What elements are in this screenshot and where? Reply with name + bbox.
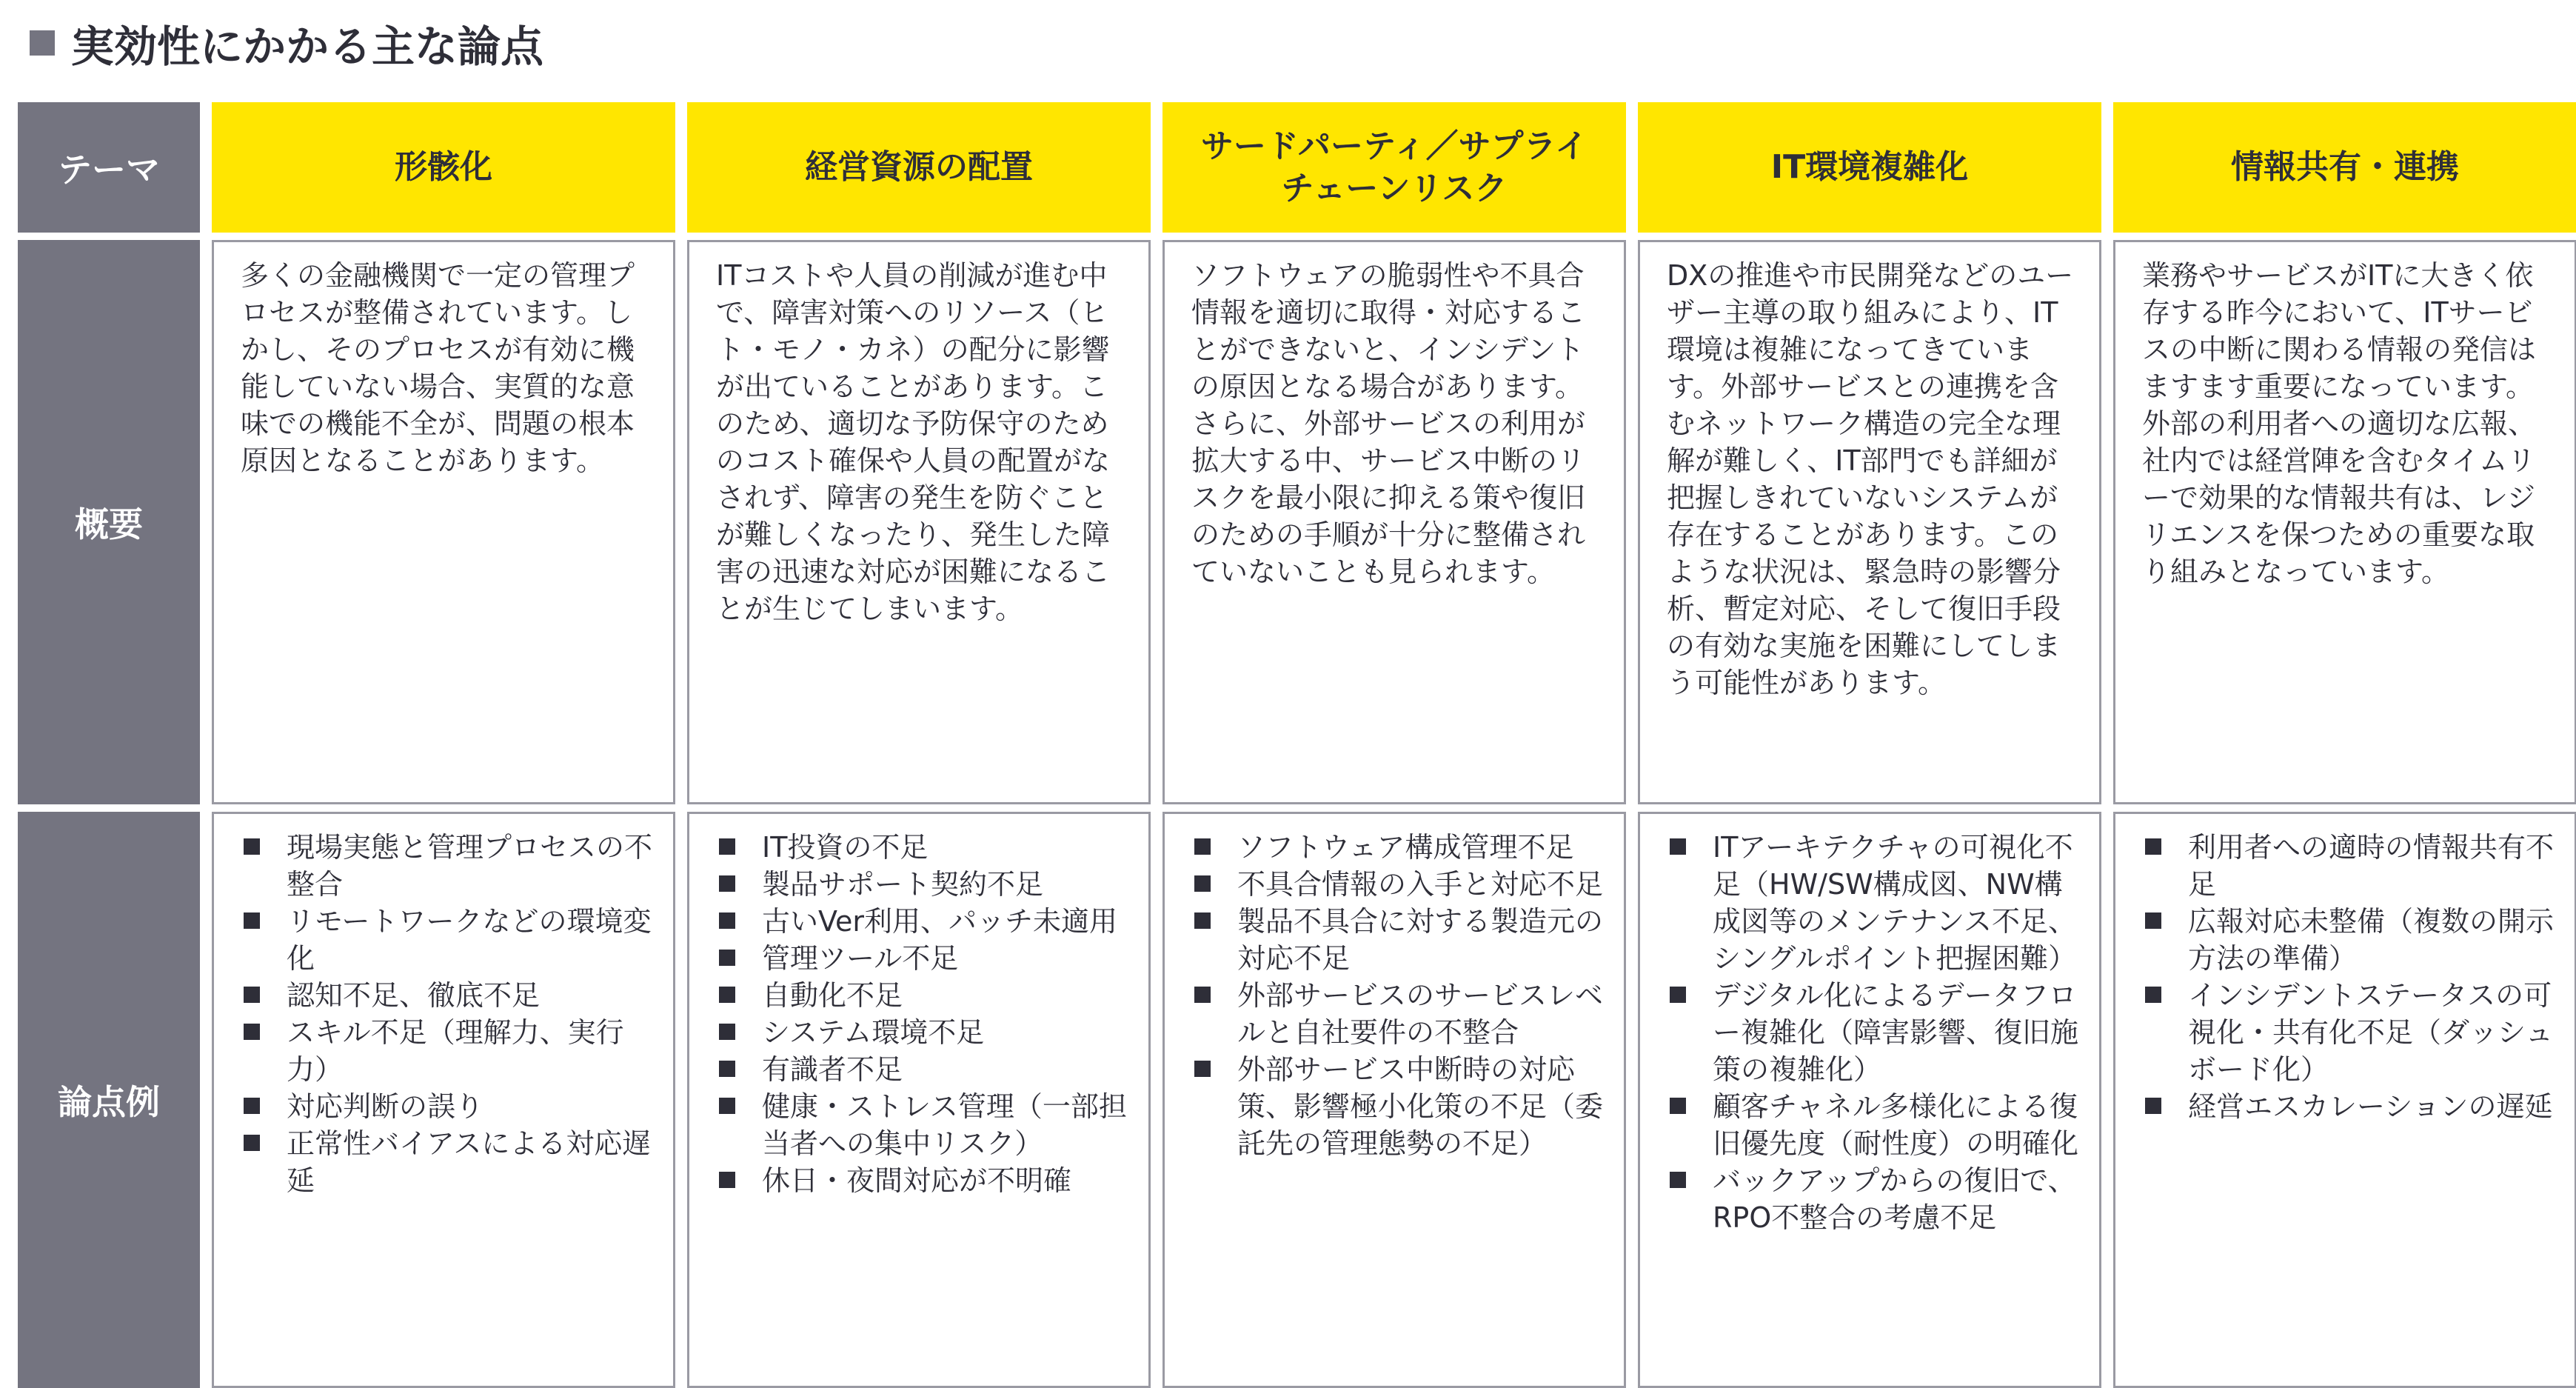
column-header-it-complexity: IT環境複雑化 bbox=[1638, 102, 2101, 233]
list-item: IT投資の不足 bbox=[716, 829, 1132, 866]
summary-cell-third-party-risk bbox=[1162, 240, 1626, 804]
list-item: 健康・ストレス管理（一部担当者への集中リスク） bbox=[716, 1088, 1132, 1162]
row-header-issues: 論点例 bbox=[18, 812, 200, 1388]
issues-cell-resource-allocation bbox=[687, 812, 1151, 1388]
summary-text: ITコストや人員の削減が進む中で、障害対策へのリソース（ヒト・モノ・カネ）の配分に影響が出ていることがあります。このため、適切な予防保守のためのコスト確保や人員の配置がなされず、障害の発生を防ぐことが難しくなったり、発生した障害の迅速な対応が困難になることが生じてしまいます。 bbox=[716, 259, 1111, 625]
issues-list bbox=[1191, 829, 1608, 1162]
page-title bbox=[30, 13, 543, 73]
summary-cell-resource-allocation bbox=[687, 240, 1151, 804]
list-item: インシデントステータスの可視化・共有化不足（ダッシュボード化） bbox=[2142, 977, 2558, 1088]
issues-cell-formalization bbox=[212, 812, 675, 1388]
list-item: ITアーキテクチャの可視化不足（HW/SW構成図、NW構成図等のメンテナンス不足、シングルポイント把握困難） bbox=[1667, 829, 2083, 977]
issues-cell-it-complexity bbox=[1638, 812, 2101, 1388]
list-item: 正常性バイアスによる対応遅延 bbox=[241, 1125, 657, 1199]
list-item: ソフトウェア構成管理不足 bbox=[1191, 829, 1608, 866]
column-header-third-party-risk-text: サードパーティ／サプライチェーンリスク bbox=[1200, 127, 1588, 207]
summary-text: 多くの金融機関で一定の管理プロセスが整備されています。しかし、そのプロセスが有効に機能していない場合、実質的な意味での機能不全が、問題の根本原因となることがあります。 bbox=[241, 259, 635, 477]
issues-cell-third-party-risk bbox=[1162, 812, 1626, 1388]
list-item: 認知不足、徹底不足 bbox=[241, 977, 657, 1014]
list-item: 外部サービスのサービスレベルと自社要件の不整合 bbox=[1191, 977, 1608, 1051]
list-item: 管理ツール不足 bbox=[716, 940, 1132, 977]
column-header-information-sharing: 情報共有・連携 bbox=[2113, 102, 2576, 233]
list-item: 現場実態と管理プロセスの不整合 bbox=[241, 829, 657, 903]
summary-cell-formalization bbox=[212, 240, 675, 804]
column-header-resource-allocation: 経営資源の配置 bbox=[687, 102, 1151, 233]
column-header-formalization: 形骸化 bbox=[212, 102, 675, 233]
list-item: 対応判断の誤り bbox=[241, 1088, 657, 1125]
list-item: バックアップからの復旧で、RPO不整合の考慮不足 bbox=[1667, 1162, 2083, 1236]
list-item: 製品サポート契約不足 bbox=[716, 866, 1132, 903]
summary-text: DXの推進や市民開発などのユーザー主導の取り組みにより、IT環境は複雑になってきています。外部サービスとの連携を含むネットワーク構造の完全な理解が難しく、IT部門でも詳細が把握しきれていないシステムが存在することがあります。このような状況は、緊急時の影響分析、暫定対応、そして復旧手段の有効な実施を困難にしてしまう可能性があります。 bbox=[1667, 259, 2074, 699]
list-item: 利用者への適時の情報共有不足 bbox=[2142, 829, 2558, 903]
list-item: 古いVer利用、パッチ未適用 bbox=[716, 903, 1132, 940]
title-square-icon bbox=[30, 30, 55, 56]
list-item: リモートワークなどの環境変化 bbox=[241, 903, 657, 977]
issues-list bbox=[716, 829, 1132, 1199]
list-item: 外部サービス中断時の対応策、影響極小化策の不足（委託先の管理態勢の不足） bbox=[1191, 1051, 1608, 1162]
list-item: 休日・夜間対応が不明確 bbox=[716, 1162, 1132, 1199]
summary-text: ソフトウェアの脆弱性や不具合情報を適切に取得・対応することができないと、インシデントの原因となる場合があります。さらに、外部サービスの利用が拡大する中、サービス中断のリスクを最小限に抑える策や復旧のための手順が十分に整備されていないことも見られます。 bbox=[1191, 259, 1586, 588]
column-header-third-party-risk bbox=[1162, 102, 1626, 233]
issues-list bbox=[2142, 829, 2558, 1125]
summary-text: 業務やサービスがITに大きく依存する昨今において、ITサービスの中断に関わる情報の発信はますます重要になっています。外部の利用者への適切な広報、社内では経営陣を含むタイムリーで効果的な情報共有は、レジリエンスを保つための重要な取り組みとなっています。 bbox=[2142, 259, 2537, 588]
list-item: 自動化不足 bbox=[716, 977, 1132, 1014]
list-item: 経営エスカレーションの遅延 bbox=[2142, 1088, 2558, 1125]
list-item: デジタル化によるデータフロー複雑化（障害影響、復旧施策の複雑化） bbox=[1667, 977, 2083, 1088]
list-item: システム環境不足 bbox=[716, 1014, 1132, 1051]
issues-list bbox=[241, 829, 657, 1199]
summary-cell-it-complexity bbox=[1638, 240, 2101, 804]
list-item: 有識者不足 bbox=[716, 1051, 1132, 1088]
issues-cell-information-sharing bbox=[2113, 812, 2576, 1388]
issues-table bbox=[18, 102, 2576, 1373]
list-item: 不具合情報の入手と対応不足 bbox=[1191, 866, 1608, 903]
page-title-text: 実効性にかかる主な論点 bbox=[71, 21, 544, 72]
issues-list bbox=[1667, 829, 2083, 1236]
row-header-theme: テーマ bbox=[18, 102, 200, 233]
list-item: スキル不足（理解力、実行力） bbox=[241, 1014, 657, 1088]
list-item: 広報対応未整備（複数の開示方法の準備） bbox=[2142, 903, 2558, 977]
row-header-summary: 概要 bbox=[18, 240, 200, 804]
list-item: 製品不具合に対する製造元の対応不足 bbox=[1191, 903, 1608, 977]
list-item: 顧客チャネル多様化による復旧優先度（耐性度）の明確化 bbox=[1667, 1088, 2083, 1162]
summary-cell-information-sharing bbox=[2113, 240, 2576, 804]
